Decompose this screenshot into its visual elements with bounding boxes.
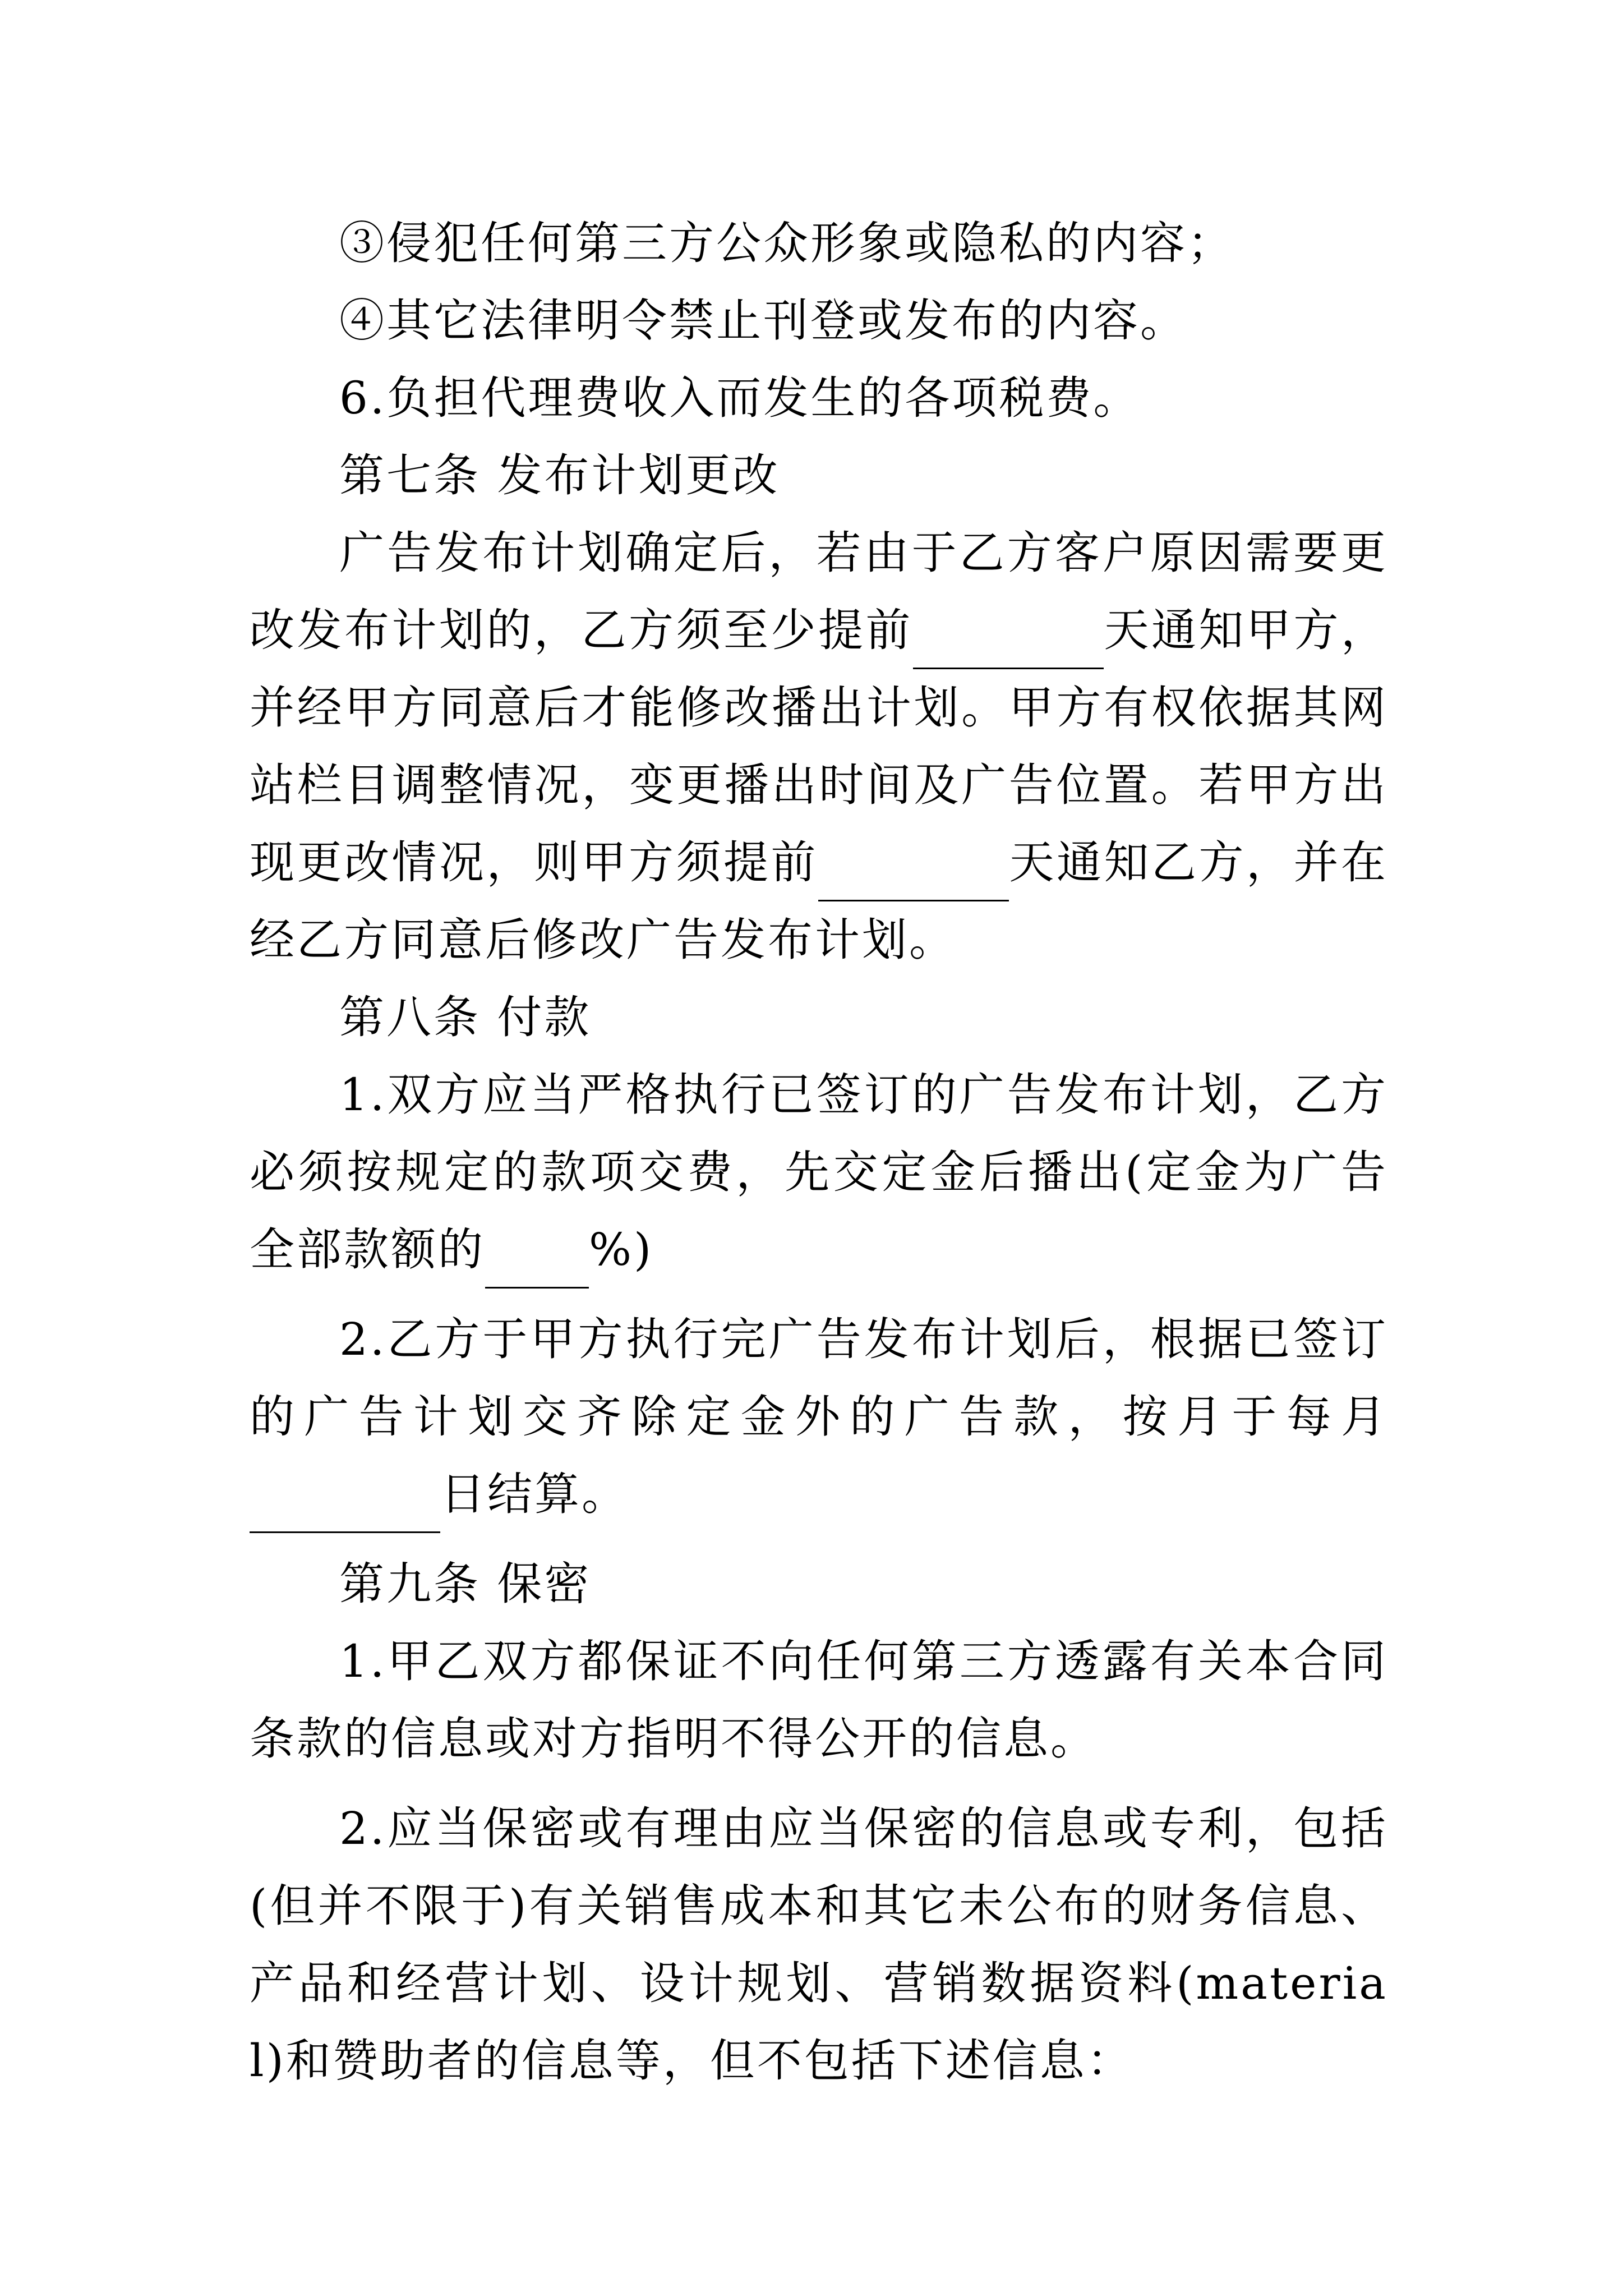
article-8-paragraph-1 [250, 1056, 1388, 1289]
fill-in-blank-days-notice-b[interactable] [913, 619, 1104, 669]
paragraph-text: 2.应当保密或有理由应当保密的信息或专利，包括(但并不限于)有关销售成本和其它未公布的财务信息、产品和经营计划、设计规划、营销数据资料(material)和赞助者的信息等，但不包括下述信息： [250, 1802, 1388, 2087]
paragraph-text: 天通知乙方，并在经乙方同意后修改广告发布计划。 [250, 836, 1388, 966]
paragraph-text: 1.甲乙双方都保证不向任何第三方透露有关本合同条款的信息或对方指明不得公开的信息。 [250, 1635, 1388, 1765]
article-9-heading [250, 1545, 1388, 1623]
clause-item-6 [250, 360, 1388, 437]
article-7-heading [250, 437, 1388, 514]
fill-in-blank-deposit-percent[interactable] [485, 1239, 589, 1289]
clause-item-3 [250, 205, 1388, 282]
heading-text: 第八条 付款 [339, 991, 592, 1043]
fill-in-blank-settlement-day[interactable] [250, 1483, 440, 1533]
heading-text: 第七条 发布计划更改 [339, 449, 780, 501]
paragraph-text: 广告发布计划确定后，若由于乙方客户原因需要更改发布计划的，乙方须至少提前 [250, 527, 1388, 656]
clause-item-4 [250, 282, 1388, 360]
article-8-paragraph-2 [250, 1301, 1388, 1533]
clause-text: ③侵犯任何第三方公众形象或隐私的内容； [339, 217, 1234, 269]
fill-in-blank-days-notice-a[interactable] [818, 852, 1009, 901]
clause-text: ④其它法律明令禁止刊登或发布的内容。 [339, 295, 1187, 347]
clause-text: 6.负担代理费收入而发生的各项税费。 [339, 372, 1141, 424]
paragraph-text: %) [589, 1223, 654, 1276]
paragraph-text: 日结算。 [440, 1468, 629, 1520]
article-9-paragraph-2 [250, 1790, 1388, 2100]
contract-body [250, 205, 1388, 2100]
paragraph-text: 2.乙方于甲方执行完广告发布计划后，根据已签订的广告计划交齐除定金外的广告款，按月于每月 [250, 1313, 1388, 1443]
article-8-heading [250, 979, 1388, 1056]
article-9-paragraph-1 [250, 1623, 1388, 1778]
article-7-paragraph [250, 514, 1388, 979]
paragraph-text: 1.双方应当严格执行已签订的广告发布计划，乙方必须按规定的款项交费，先交定金后播出(定金为广告全部款额的 [250, 1069, 1388, 1276]
heading-text: 第九条 保密 [339, 1558, 592, 1610]
paragraph-text: 天通知甲方，并经甲方同意后才能修改播出计划。甲方有权依据其网站栏目调整情况，变更播出时间及广告位置。若甲方出现更改情况，则甲方须提前 [250, 604, 1388, 889]
